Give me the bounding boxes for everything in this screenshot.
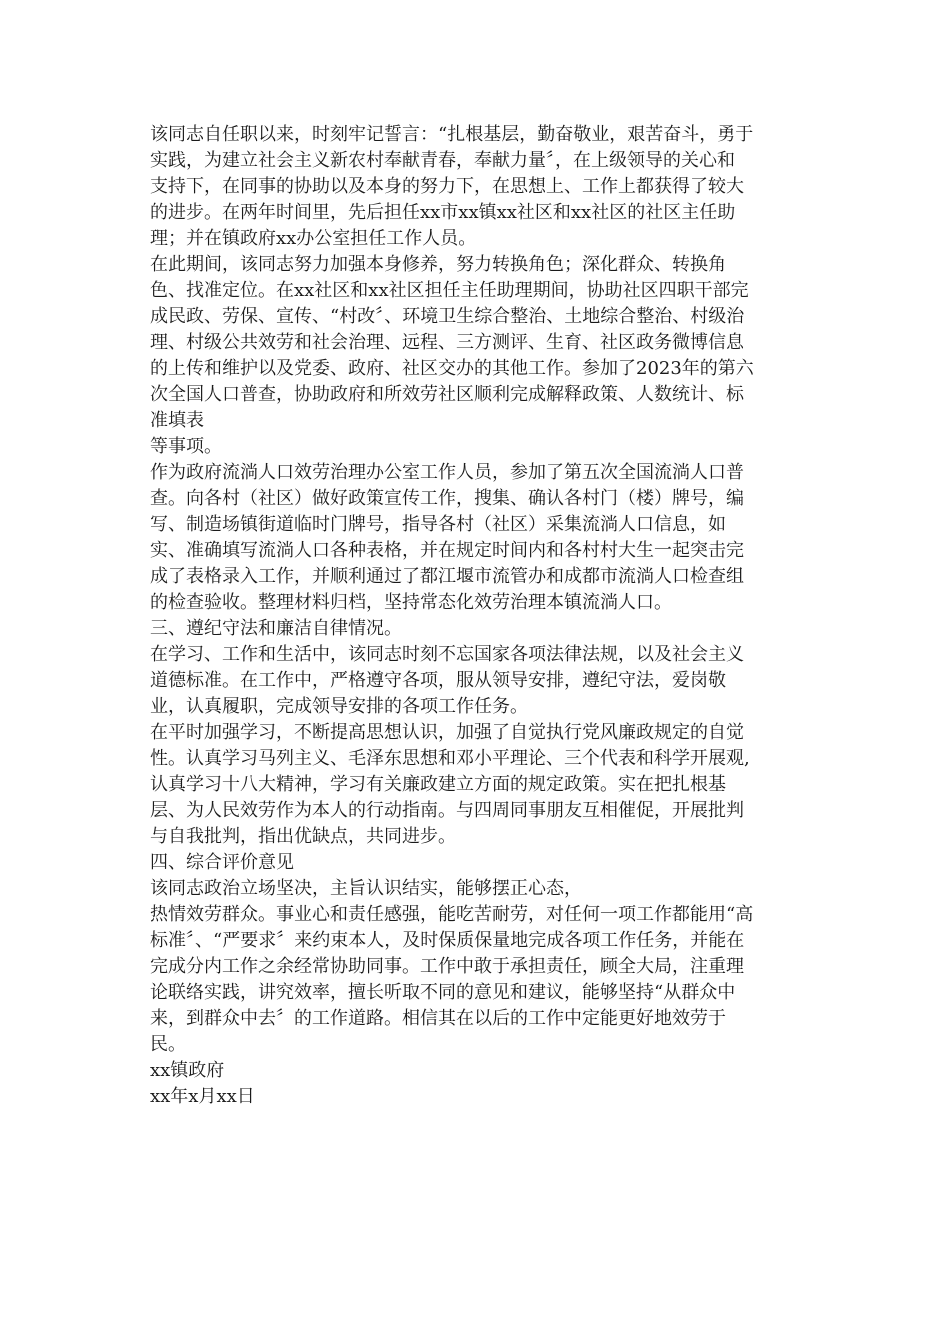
section-heading-discipline: 三、遵纪守法和廉洁自律情况。	[150, 618, 402, 639]
paragraph-study: 在平时加强学习，不断提高思想认识，加强了自觉执行党风廉政规定的自觉 性。认真学习马列主义、毛泽东思想和邓小平理论、三个代表和科学开展观, 认真学习十八大精神，学习有关廉政建立方面的规定政策。实在把扎根基 层、为人民效劳作为本人的行动指南。与四周同事朋友互相催促，开展批判 与自我批判，指出优缺点，共同进步。	[150, 722, 750, 847]
paragraph-service: 热情效劳群众。事业心和责任感强，能吃苦耐劳，对任何一项工作都能用“高 标准〞、“严要求〞来约束本人，及时保质保量地完成各项工作任务，并能在 完成分内工作之余经常协助同事。工作中敢于承担责任，顾全大局，注重理 论联络实践，讲究效率，擅长听取不同的意见和建议，能够坚持“从群众中 来，到群众中去〞的工作道路。相信其在以后的工作中定能更好地效劳于 民。	[150, 904, 754, 1055]
paragraph-population-work: 作为政府流淌人口效劳治理办公室工作人员，参加了第五次全国流淌人口普 查。向各村（社区）做好政策宣传工作，搜集、确认各村门（楼）牌号，编 写、制造场镇街道临时门牌号，指导各村（社区）采集流淌人口信息，如 实、准确填写流淌人口各种表格，并在规定时间内和各村村大生一起突击完 成了表格录入工作，并顺利通过了都江堰市流管办和成都市流淌人口检查组 的检查验收。整理材料归档，坚持常态化效劳治理本镇流淌人口。	[150, 462, 744, 613]
paragraph-law-abiding: 在学习、工作和生活中，该同志时刻不忘国家各项法律法规，以及社会主义 道德标准。在工作中，严格遵守各项，服从领导安排，遵纪守法，爱岗敬 业，认真履职，完成领导安排的各项工作任务。	[150, 644, 744, 717]
paragraph-political-stance: 该同志政治立场坚决，主旨认识结实，能够摆正心态，	[150, 878, 582, 899]
document-body	[150, 122, 800, 1110]
paragraph-during-period: 在此期间，该同志努力加强本身修养，努力转换角色；深化群众、转换角 色、找准定位。在xx社区和xx社区担任主任助理期间，协助社区四职干部完 成民政、劳保、宣传、“村改〞、环境卫生综合整治、土地综合整治、村级治 理、村级公共效劳和社会治理、远程、三方测评、生育、社区政务微博信息 的上传和维护以及党委、政府、社区交办的其他工作。参加了2023年的第六 次全国人口普查，协助政府和所效劳社区顺利完成解释政策、人数统计、标 准填表	[150, 254, 754, 431]
paragraph-items: 等事项。	[150, 436, 222, 457]
section-heading-evaluation: 四、综合评价意见	[150, 852, 294, 873]
paragraph-intro: 该同志自任职以来，时刻牢记誓言：“扎根基层，勤奋敬业，艰苦奋斗，勇于 实践，为建立社会主义新农村奉献青春，奉献力量〞，在上级领导的关心和 支持下，在同事的协助以及本身的努力下，在思想上、工作上都获得了较大 的进步。在两年时间里，先后担任xx市xx镇xx社区和xx社区的社区主任助 理；并在镇政府xx办公室担任工作人员。	[150, 124, 754, 249]
signature-date: xx年x月xx日	[150, 1086, 255, 1107]
signature-organization: xx镇政府	[150, 1060, 225, 1081]
